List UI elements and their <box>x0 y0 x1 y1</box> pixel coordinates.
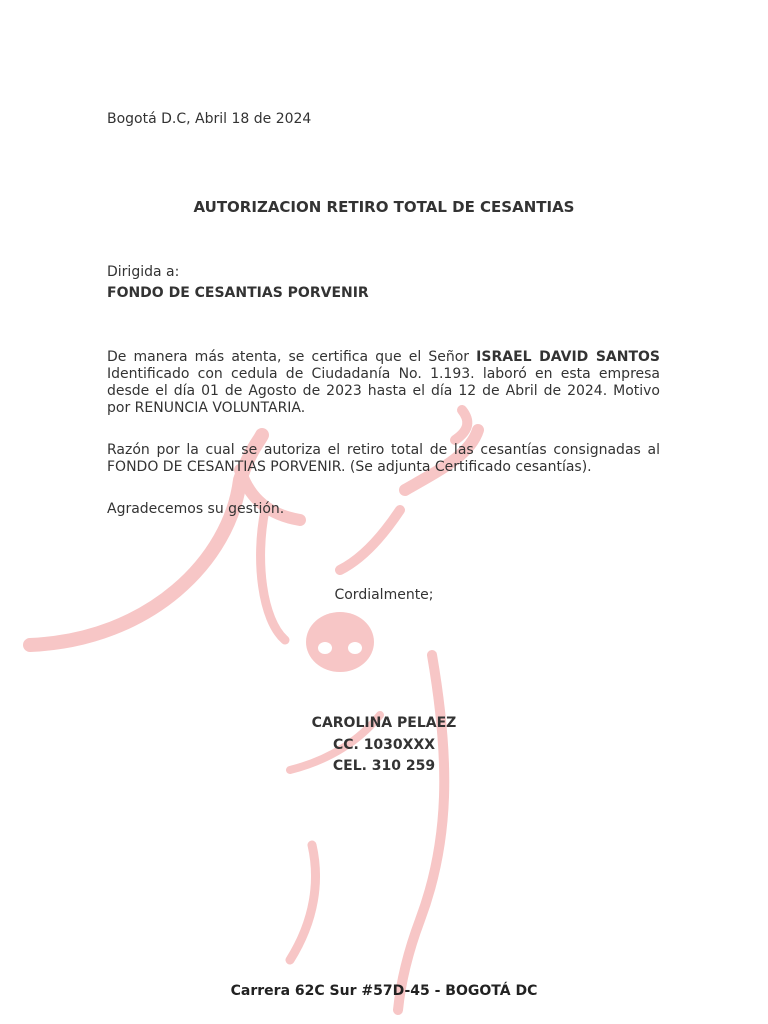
letter-date: Bogotá D.C, Abril 18 de 2024 <box>107 111 312 127</box>
signer-phone: CEL. 310 259 <box>332 758 436 774</box>
signer-name: CAROLINA PELAEZ <box>311 715 457 731</box>
body-paragraph-3: Agradecemos su gestión. <box>107 501 285 517</box>
footer-address: Carrera 62C Sur #57D-45 - BOGOTÁ DC <box>230 983 538 999</box>
paragraph1-rest: Identificado con cedula de Ciudadanía No. 1.193. laboró en esta empresa desde el día 01 de Agosto de 2023 hasta el día 12 de Abril de 2024. Motivo por RENUNCIA VOLUNTARIA. <box>107 366 660 416</box>
letter-title: AUTORIZACION RETIRO TOTAL DE CESANTIAS <box>193 198 575 216</box>
employee-name: ISRAEL DAVID SANTOS <box>476 349 661 365</box>
body-paragraph-2: Razón por la cual se autoriza el retiro total de las cesantías consignadas al FONDO DE CESANTIAS PORVENIR. (Se adjunta Certificado cesantías). <box>107 442 660 475</box>
body-paragraph-1 <box>107 349 660 417</box>
addressee-name: FONDO DE CESANTIAS PORVENIR <box>107 285 369 301</box>
addressee-label: Dirigida a: <box>107 264 180 280</box>
closing: Cordialmente; <box>334 587 434 603</box>
paragraph1-intro: De manera más atenta, se certifica que el Señor <box>107 349 477 365</box>
signer-id: CC. 1030XXX <box>332 737 436 753</box>
